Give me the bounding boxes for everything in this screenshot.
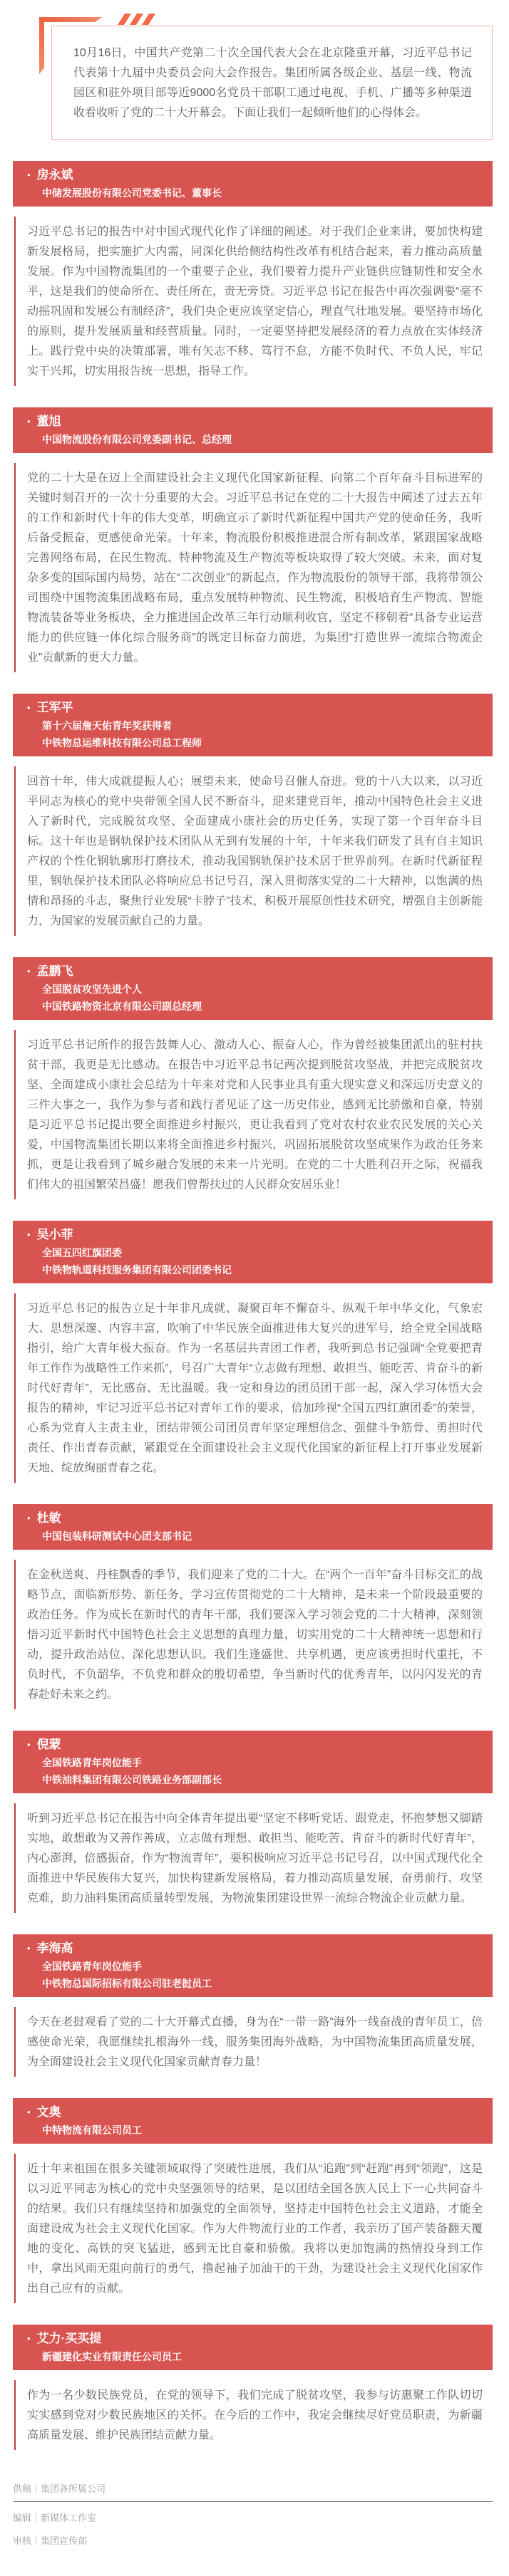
quote-block bbox=[14, 1803, 493, 1913]
person-title: 中国物流股份有限公司党委副书记、总经理 bbox=[42, 434, 232, 445]
person-title: 中铁物总运维科技有限公司总工程师 bbox=[42, 737, 202, 749]
quote-block bbox=[14, 1560, 493, 1709]
quote-block bbox=[14, 463, 493, 672]
person-name: 李海高 bbox=[36, 1941, 73, 1955]
quote-text: 今天在老挝观看了党的二十大开幕式直播，身为在“一带一路”海外一线奋战的青年员工，倍感使命光荣，我愿继续扎根海外一线，服务集团海外战略，为中国物流集团高质量发展，为全面建设社会主义现代化国家贡献青春力量！ bbox=[27, 2016, 483, 2068]
person-title: 中储发展股份有限公司党委书记、董事长 bbox=[42, 187, 222, 199]
quote-text: 在金秋送爽、丹桂飘香的季节，我们迎来了党的二十大。在“两个一百年”奋斗目标交汇的战略节点，面临新形势、新任务，学习宣传贯彻党的二十大精神，是未来一个阶段最重要的政治任务。作为成长在新时代的青年干部，我们要深入学习领会党的二十大精神，深刻领悟习近平新时代中国特色社会主义思想的真理力量，切实用党的二十大精神统一思想和行动，提升政治站位、深化思想认识。我们生逢盛世、共享机遇，更应该勇担时代重托，不负时代，不负韶华，不负党和群众的殷切希望，争当新时代的优秀青年，以闪闪发光的青春赴好未来之约。 bbox=[27, 1569, 483, 1701]
bullet-icon: • bbox=[27, 1512, 31, 1523]
bullet-icon: • bbox=[27, 415, 31, 427]
intro-paragraph: 10月16日，中国共产党第二十次全国代表大会在北京隆重开幕，习近平总书记代表第十九届中央委员会向大会作报告。集团所属各级企业、基层一线、物流园区和驻外项目部等近9000名党员干部职工通过电视、手机、广播等多种渠道收看收听了党的二十大开幕会。下面让我们一起倾听他们的心得体会。 bbox=[73, 47, 472, 119]
quote-block bbox=[14, 2380, 493, 2450]
person-title: 全国五四红旗团委 bbox=[42, 1247, 122, 1258]
quote-text: 近十年来祖国在很多关键领域取得了突破性进展，我们从“追跑”到“赶跑”再到“领跑”，这是以习近平同志为核心的党中央坚强领导的结果，是以团结全国各族人民上下一心共同奋斗的结果。我们只有继续坚持和加强党的全面领导，坚持走中国特色社会主义道路，才能全面建设成为社会主义现代化国家。作为大件物流行业的工作者，我亲历了国产装备翻天覆地的变化、高铁的突飞猛进，感到无比自豪和骄傲。我将以更加饱满的热情投身到工作中，拿出风雨无阻向前行的勇气，撸起袖子加油干的干劲，为建设社会主义现代化国家作出自己应有的贡献。 bbox=[27, 2163, 483, 2295]
quote-block bbox=[14, 1293, 493, 1483]
person-title: 全国脱贫攻坚先进个人 bbox=[42, 984, 142, 995]
person-section bbox=[0, 1934, 509, 2077]
person-title: 全国铁路青年岗位能手 bbox=[42, 1757, 142, 1768]
quote-text: 习近平总书记的报告中对中国式现代化作了详细的阐述。对于我们企业来讲，要加快构建新发展格局，把实施扩大内需，同深化供给侧结构性改革有机结合起来，着力推动高质量发展。作为中国物流集团的一个重要子企业，我们要着力提升产业链供应链韧性和安全水平，这是我们的使命所在、责任所在，责无旁贷。习近平总书记在报告中再次强调要“毫不动摇巩固和发展公有制经济”，我们央企更应该坚定信心，理直气壮地发展。要坚持市场化的原则，提升发展质量和经营质量。同时，一定要坚持把发展经济的着力点放在实体经济上。践行党中央的决策部署，唯有矢志不移、笃行不怠，方能不负时代、不负人民，牢记实干兴邦，切实用报告统一思想，指导工作。 bbox=[27, 226, 483, 377]
slash-marks-decoration bbox=[121, 14, 158, 25]
person-name: 艾力·买买提 bbox=[36, 2332, 102, 2345]
quote-block bbox=[14, 2154, 493, 2303]
bullet-icon: • bbox=[27, 1738, 31, 1750]
person-name: 董旭 bbox=[36, 414, 61, 428]
person-section bbox=[0, 957, 509, 1199]
person-section bbox=[0, 1731, 509, 1913]
person-title: 中国包装科研测试中心团支部书记 bbox=[42, 1531, 192, 1542]
person-banner bbox=[13, 2098, 493, 2144]
person-name: 王军平 bbox=[36, 701, 73, 714]
corner-bracket-decoration bbox=[39, 17, 44, 74]
bullet-icon: • bbox=[27, 965, 31, 976]
article-page bbox=[0, 26, 509, 2576]
person-banner bbox=[13, 1504, 493, 1550]
person-banner bbox=[13, 2325, 493, 2370]
quote-text: 习近平总书记的报告立足十年非凡成就、凝聚百年不懈奋斗、纵观千年中华文化，气象宏大、思想深邃、内容丰富，吹响了中华民族全面推进伟大复兴的进军号，给全党全国战略指引，给广大青年极大振奋。作为一名基层共青团工作者，我听到总书记强调“全党要把青年工作作为战略性工作来抓”，号召广大青年“立志做有理想、敢担当、能吃苦、肯奋斗的新时代好青年”，无比感奋、无比温暖。我一定和身边的团员团干部一起，深入学习体悟大会报告的精神，牢记习近平总书记对青年工作的要求，倍加珍视“全国五四红旗团委”的荣誉，心系为党育人主责主业，团结带领公司团员青年坚定理想信念、强健斗争筋骨、勇担时代责任、作出青春贡献，紧跟党在全面建设社会主义现代化国家的新征程上打开事业发展新天地、绽放绚丽青春之花。 bbox=[27, 1303, 483, 1474]
person-section bbox=[0, 2325, 509, 2450]
person-name: 倪蒙 bbox=[36, 1738, 61, 1751]
person-name: 文奥 bbox=[36, 2105, 61, 2119]
person-name: 吴小菲 bbox=[36, 1228, 73, 1241]
person-title: 第十六届詹天佑青年奖获得者 bbox=[42, 720, 172, 731]
footer-divider bbox=[13, 2501, 493, 2502]
person-section bbox=[0, 1504, 509, 1709]
person-title: 中铁物总国际招标有限公司驻老挝员工 bbox=[42, 1978, 212, 1989]
credit-editor: 编辑｜新媒体工作室 bbox=[13, 2513, 97, 2523]
person-title: 中国铁路物资北京有限公司副总经理 bbox=[42, 1001, 202, 1012]
bullet-icon: • bbox=[27, 702, 31, 713]
intro-box bbox=[51, 26, 493, 140]
person-banner bbox=[13, 1934, 493, 1997]
credits-footer bbox=[13, 2483, 493, 2548]
quote-block bbox=[14, 2007, 493, 2077]
quote-block bbox=[14, 766, 493, 936]
person-section bbox=[0, 407, 509, 672]
person-banner bbox=[13, 161, 493, 207]
quote-block bbox=[14, 1030, 493, 1199]
person-banner bbox=[13, 694, 493, 756]
quote-text: 听到习近平总书记在报告中向全体青年提出要“坚定不移听党话、跟党走，怀抱梦想又脚踏实地，敢想敢为又善作善成，立志做有理想、敢担当、能吃苦、肯奋斗的新时代好青年”，内心澎湃，倍感振奋，作为“物流青年”，要积极响应习近平总书记号召，以中国式现代化全面推进中华民族伟大复兴，加快构建新发展格局，着力推动高质量发展，奋勇前行、攻坚克难，助力油料集团高质量转型发展，为物流集团建设世界一流综合物流企业贡献力量。 bbox=[27, 1813, 483, 1904]
person-title: 中铁物轨道科技服务集团有限公司团委书记 bbox=[42, 1264, 232, 1276]
person-banner bbox=[13, 407, 493, 453]
person-section bbox=[0, 161, 509, 386]
quote-text: 习近平总书记所作的报告鼓舞人心、激动人心、振奋人心，作为曾经被集团派出的驻村扶贫干部，我更是无比感动。在报告中习近平总书记两次提到脱贫攻坚战，并把完成脱贫攻坚、全面建成小康社会总结为十年来对党和人民事业具有重大现实意义和深远历史意义的三件大事之一，我作为参与者和践行者见证了这一历史伟业，感到无比骄傲和自豪，特别是习近平总书记提出要全面推进乡村振兴，更让我看到了党对农村农业农民发展的关心关爱，中国物流集团长期以来将全面推进乡村振兴，巩固拓展脱贫攻坚成果作为政治任务来抓，更是让我看到了城乡融合发展的未来一片光明。在党的二十大胜利召开之际，祝福我们伟大的祖国繁荣昌盛！愿我们曾帮扶过的人民群众安居乐业！ bbox=[27, 1039, 483, 1191]
person-section bbox=[0, 1221, 509, 1483]
credit-contributor: 供稿｜集团各所属公司 bbox=[13, 2483, 106, 2494]
bullet-icon: • bbox=[27, 2106, 31, 2117]
quote-text: 作为一名少数民族党员，在党的领导下，我们完成了脱贫攻坚，我参与访惠聚工作队切切实实感到党对少数民族地区的关怀。在今后的工作中，我定会继续尽好党员职责，为新疆高质量发展、维护民族团结贡献力量。 bbox=[27, 2389, 483, 2441]
person-name: 杜敏 bbox=[36, 1511, 61, 1525]
person-title: 中铁油料集团有限公司铁路业务部副部长 bbox=[42, 1774, 222, 1785]
person-name: 房永斌 bbox=[36, 168, 73, 182]
person-title: 全国铁路青年岗位能手 bbox=[42, 1961, 142, 1972]
person-banner bbox=[13, 1221, 493, 1283]
bullet-icon: • bbox=[27, 1942, 31, 1954]
corner-bracket-decoration bbox=[39, 17, 102, 22]
person-name: 孟鹏飞 bbox=[36, 964, 73, 978]
person-section bbox=[0, 2098, 509, 2303]
quote-block bbox=[14, 217, 493, 386]
person-banner bbox=[13, 1731, 493, 1793]
quote-text: 回首十年，伟大成就提振人心；展望未来，使命号召催人奋进。党的十八大以来，以习近平同志为核心的党中央带领全国人民不断奋斗，迎来建党百年，推动中国特色社会主义进入了新时代，完成脱贫攻坚、全面建成小康社会的历史任务，实现了第一个百年奋斗目标。这十年也是钢轨保护技术团队从无到有发展的十年，十年来我们研发了具有自主知识产权的个性化钢轨廓形打磨技术，推动我国钢轨保护技术居于世界前列。在新时代新征程里，钢轨保护技术团队必将响应总书记号召，深入贯彻落实党的二十大精神，以饱满的热情和昂扬的斗志，聚焦行业发展“卡脖子”技术，积极开展原创性技术研究，增强自主创新能力，为国家的发展贡献自己的力量。 bbox=[27, 776, 483, 927]
person-title: 中特物流有限公司员工 bbox=[42, 2124, 142, 2136]
bullet-icon: • bbox=[27, 169, 31, 180]
bullet-icon: • bbox=[27, 2332, 31, 2344]
person-section bbox=[0, 694, 509, 936]
person-title: 新疆建化实业有限责任公司员工 bbox=[42, 2351, 182, 2362]
quote-text: 党的二十大是在迈上全面建设社会主义现代化国家新征程、向第二个百年奋斗目标进军的关键时刻召开的一次十分重要的大会。习近平总书记在党的二十大报告中阐述了过去五年的工作和新时代十年的伟大变革，明确宣示了新时代新征程中国共产党的使命任务，我听后备受振奋，更感使命光荣。十年来，物流股份积极推进混合所有制改革，紧跟国家战略完善网络布局，在民生物流、特种物流及生产物流等板块取得了较大突破。未来，面对复杂多变的国际国内局势，站在“二次创业”的新起点，作为物流股份的领导干部，我将带领公司围绕中国物流集团战略布局，重点发展特种物流、民生物流，积极培育生产物流、智能物流装备等业务板块，全力推进国企改革三年行动顺利收官，坚定不移朝着“具备专业运营能力的供应链一体化综合服务商”的既定目标奋力前进，为集团“打造世界一流综合物流企业”贡献新的更大力量。 bbox=[27, 472, 483, 664]
bullet-icon: • bbox=[27, 1229, 31, 1240]
person-banner bbox=[13, 957, 493, 1020]
credit-reviewer: 审核｜集团宣传部 bbox=[13, 2535, 88, 2546]
intro-section bbox=[51, 26, 493, 140]
